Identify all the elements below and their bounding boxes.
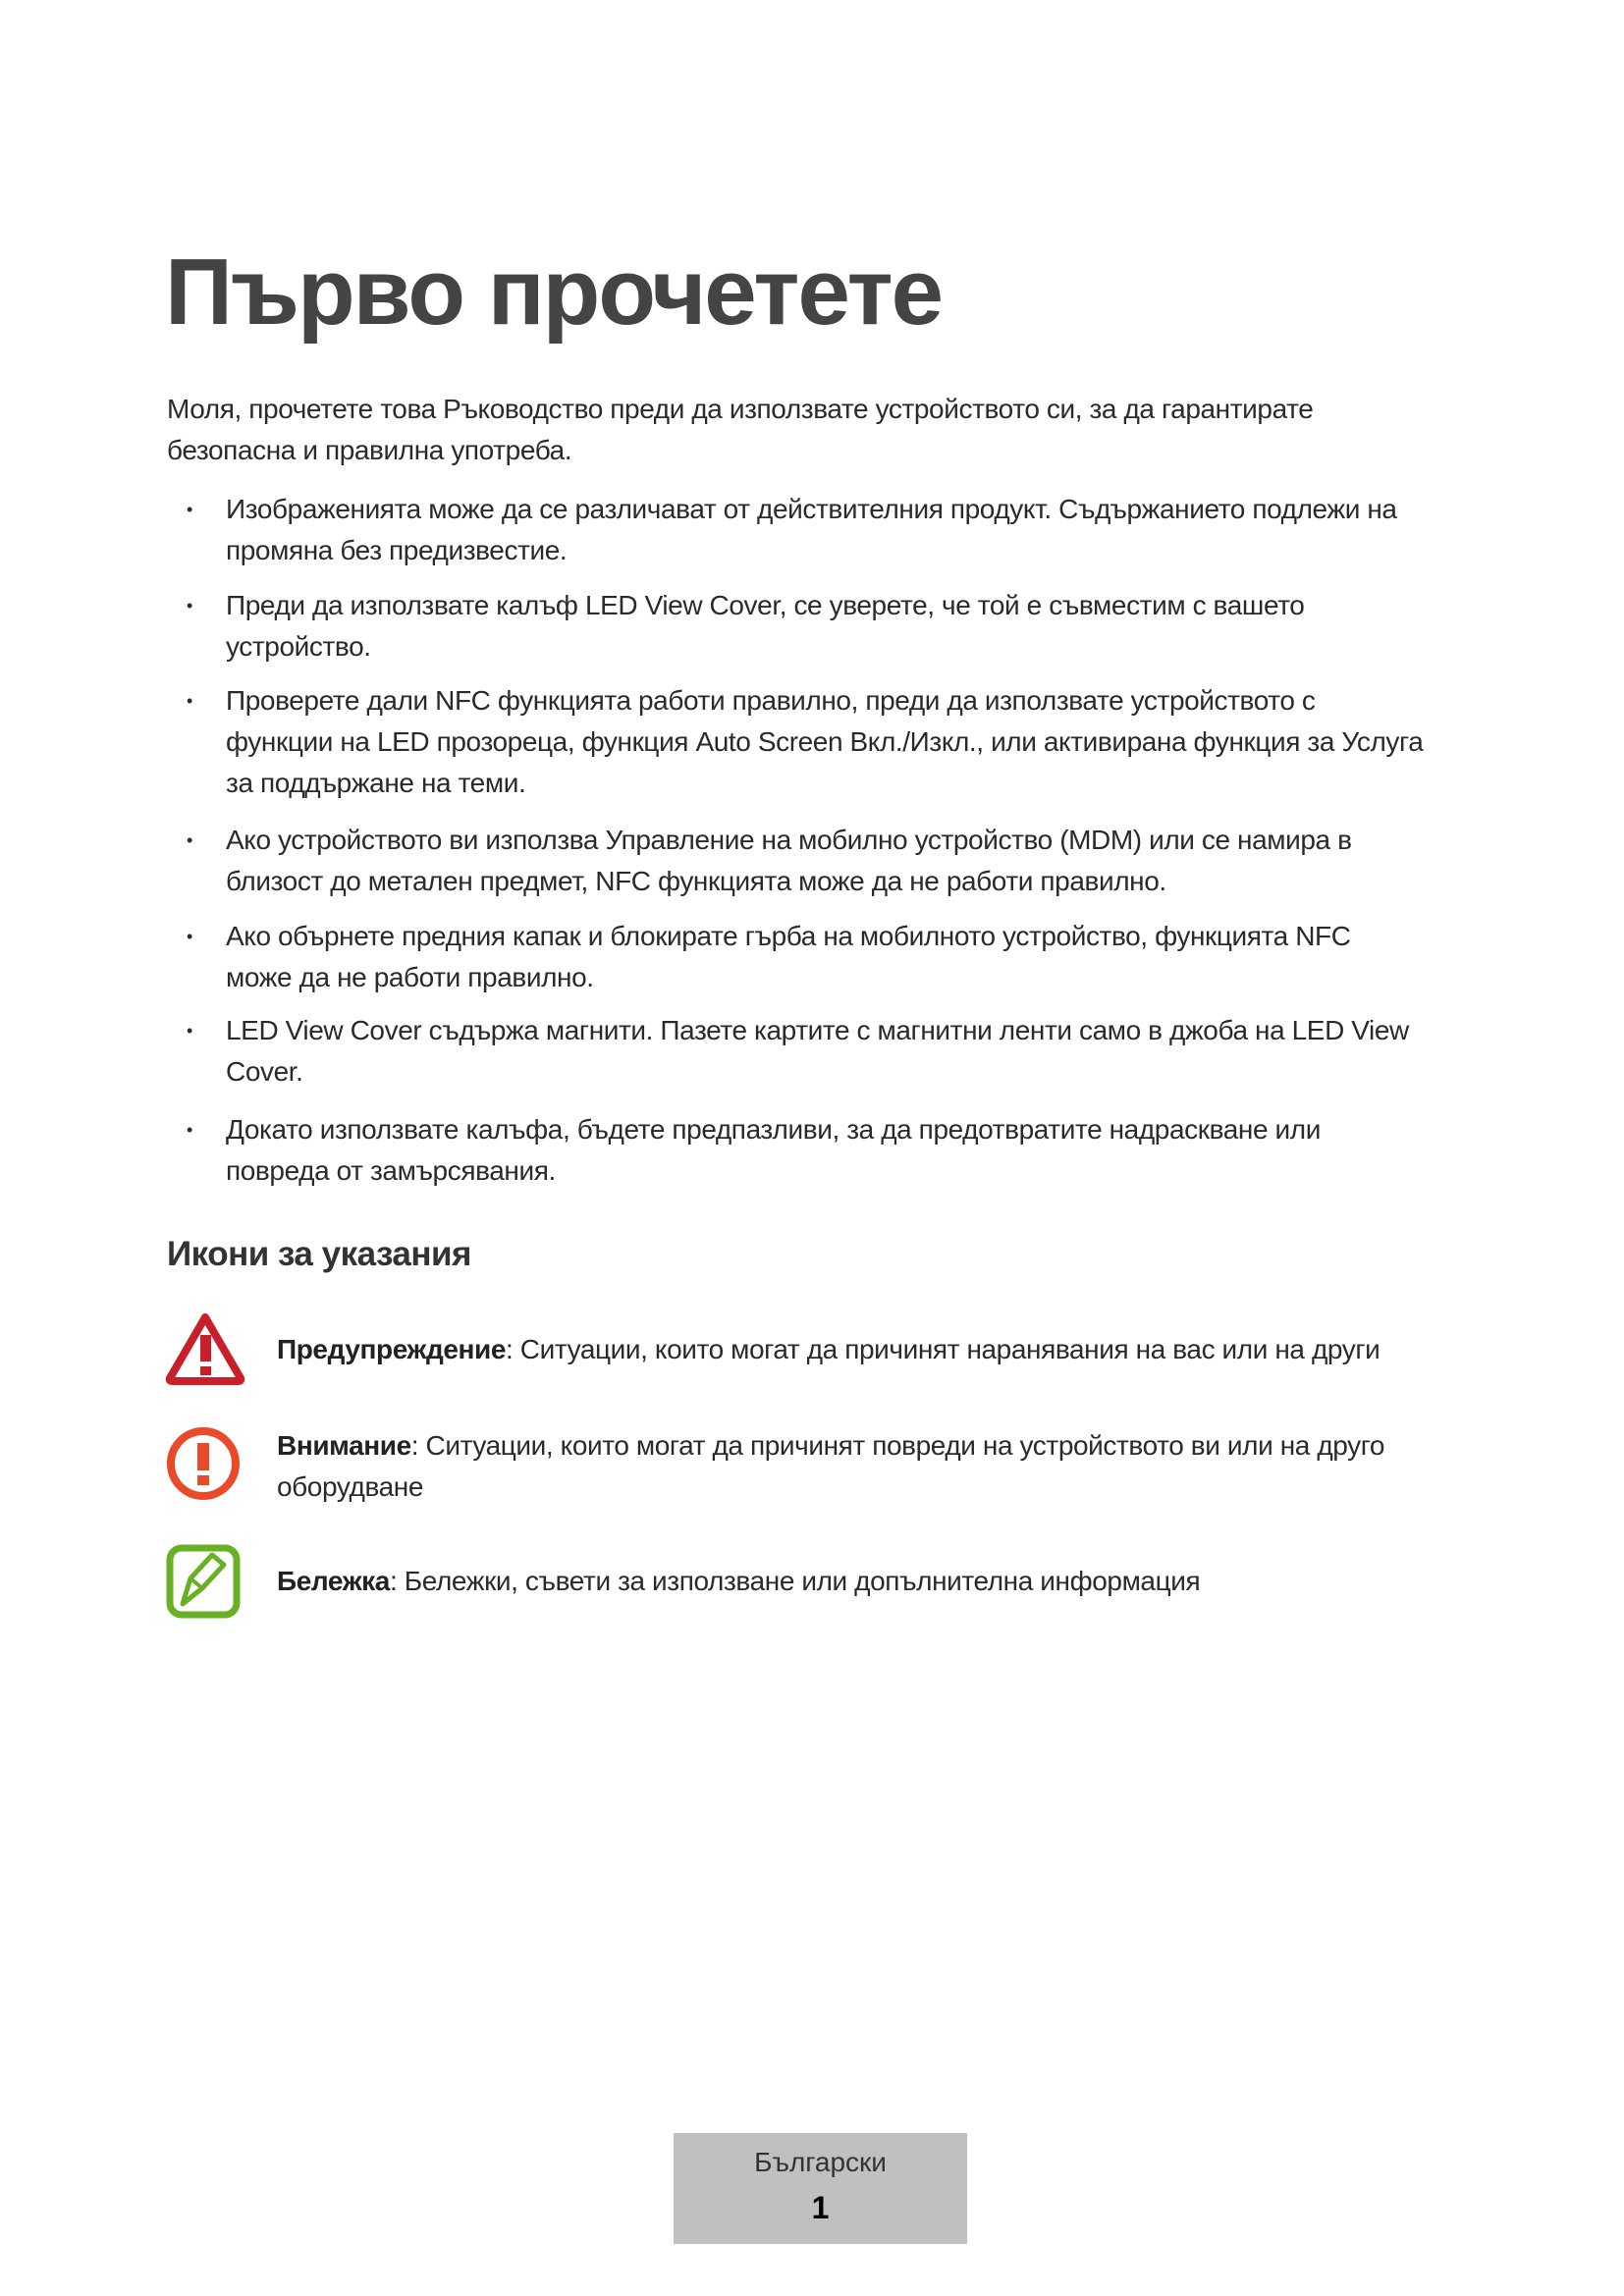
bullet-text — [226, 680, 1423, 804]
bullet-text — [226, 916, 1351, 998]
bullet-line: Изображенията може да се различават от действителния продукт. Съдържанието подлежи на — [226, 494, 1397, 524]
bullet-dot: • — [187, 500, 192, 519]
bullet-dot: • — [187, 1120, 192, 1140]
icons-heading: Икони за указания — [167, 1235, 471, 1273]
note-text: : Бележки, съвети за използване или допълнителна информация — [389, 1566, 1201, 1596]
bullet-line: LED View Cover съдържа магнити. Пазете картите с магнитни ленти само в джоба на LED View — [226, 1015, 1409, 1045]
bullet-dot: • — [187, 927, 192, 946]
bullet-text — [226, 1010, 1409, 1093]
bullet-text — [226, 1109, 1321, 1192]
warning-triangle-icon — [165, 1311, 245, 1386]
bullet-line: Преди да използвате калъф LED View Cover, се уверете, че той е съвместим с вашето — [226, 590, 1305, 620]
caution-text: : Ситуации, които могат да причинят повреди на устройството ви или на друго — [410, 1430, 1385, 1461]
warning-text: : Ситуации, които могат да причинят наранявания на вас или на други — [506, 1334, 1380, 1364]
bullet-line: Проверете дали NFC функцията работи правилно, преди да използвате устройството с — [226, 685, 1316, 716]
bullet-dot: • — [187, 830, 192, 850]
footer-language: Български — [754, 2147, 887, 2177]
page-title: Първо прочетете — [165, 240, 942, 345]
bullet-dot: • — [187, 596, 192, 615]
caution-circle-icon — [165, 1425, 242, 1502]
page-footer — [674, 2133, 967, 2244]
bullet-dot: • — [187, 691, 192, 711]
bullet-line: Ако устройството ви използва Управление на мобилно устройство (MDM) или се намира в — [226, 825, 1352, 855]
bullet-text — [226, 489, 1397, 571]
intro-line: Моля, прочетете това Ръководство преди да използвате устройството си, за да гарантирате — [167, 394, 1314, 424]
bullet-line: Cover. — [226, 1056, 303, 1087]
caution-text-line2: оборудване — [277, 1471, 424, 1502]
bullet-line: промяна без предизвестие. — [226, 535, 568, 565]
caution-label: Внимание — [277, 1430, 411, 1461]
bullet-text — [226, 820, 1352, 902]
bullet-line: може да не работи правилно. — [226, 962, 594, 992]
bullet-line: функции на LED прозореца, функция Auto Screen Вкл./Изкл., или активирана функция за Услуга — [226, 726, 1424, 757]
intro-paragraph — [167, 389, 1313, 471]
bullet-line: за поддържане на теми. — [226, 768, 526, 798]
bullet-line: Ако обърнете предния капак и блокирате гърба на мобилното устройство, функцията NFC — [226, 921, 1351, 951]
note-pencil-icon — [165, 1543, 242, 1620]
bullet-line: близост до метален предмет, NFC функцията може да не работи правилно. — [226, 866, 1166, 896]
bullet-line: устройство. — [226, 631, 371, 662]
page-number: 1 — [811, 2190, 830, 2225]
bullet-text — [226, 585, 1304, 667]
bullet-line: повреда от замърсявания. — [226, 1155, 556, 1186]
intro-line: безопасна и правилна употреба. — [167, 435, 572, 465]
note-label: Бележка — [277, 1566, 390, 1596]
bullet-dot: • — [187, 1021, 192, 1041]
warning-label: Предупреждение — [277, 1334, 507, 1364]
bullet-line: Докато използвате калъфа, бъдете предпазливи, за да предотвратите надраскване или — [226, 1114, 1321, 1145]
